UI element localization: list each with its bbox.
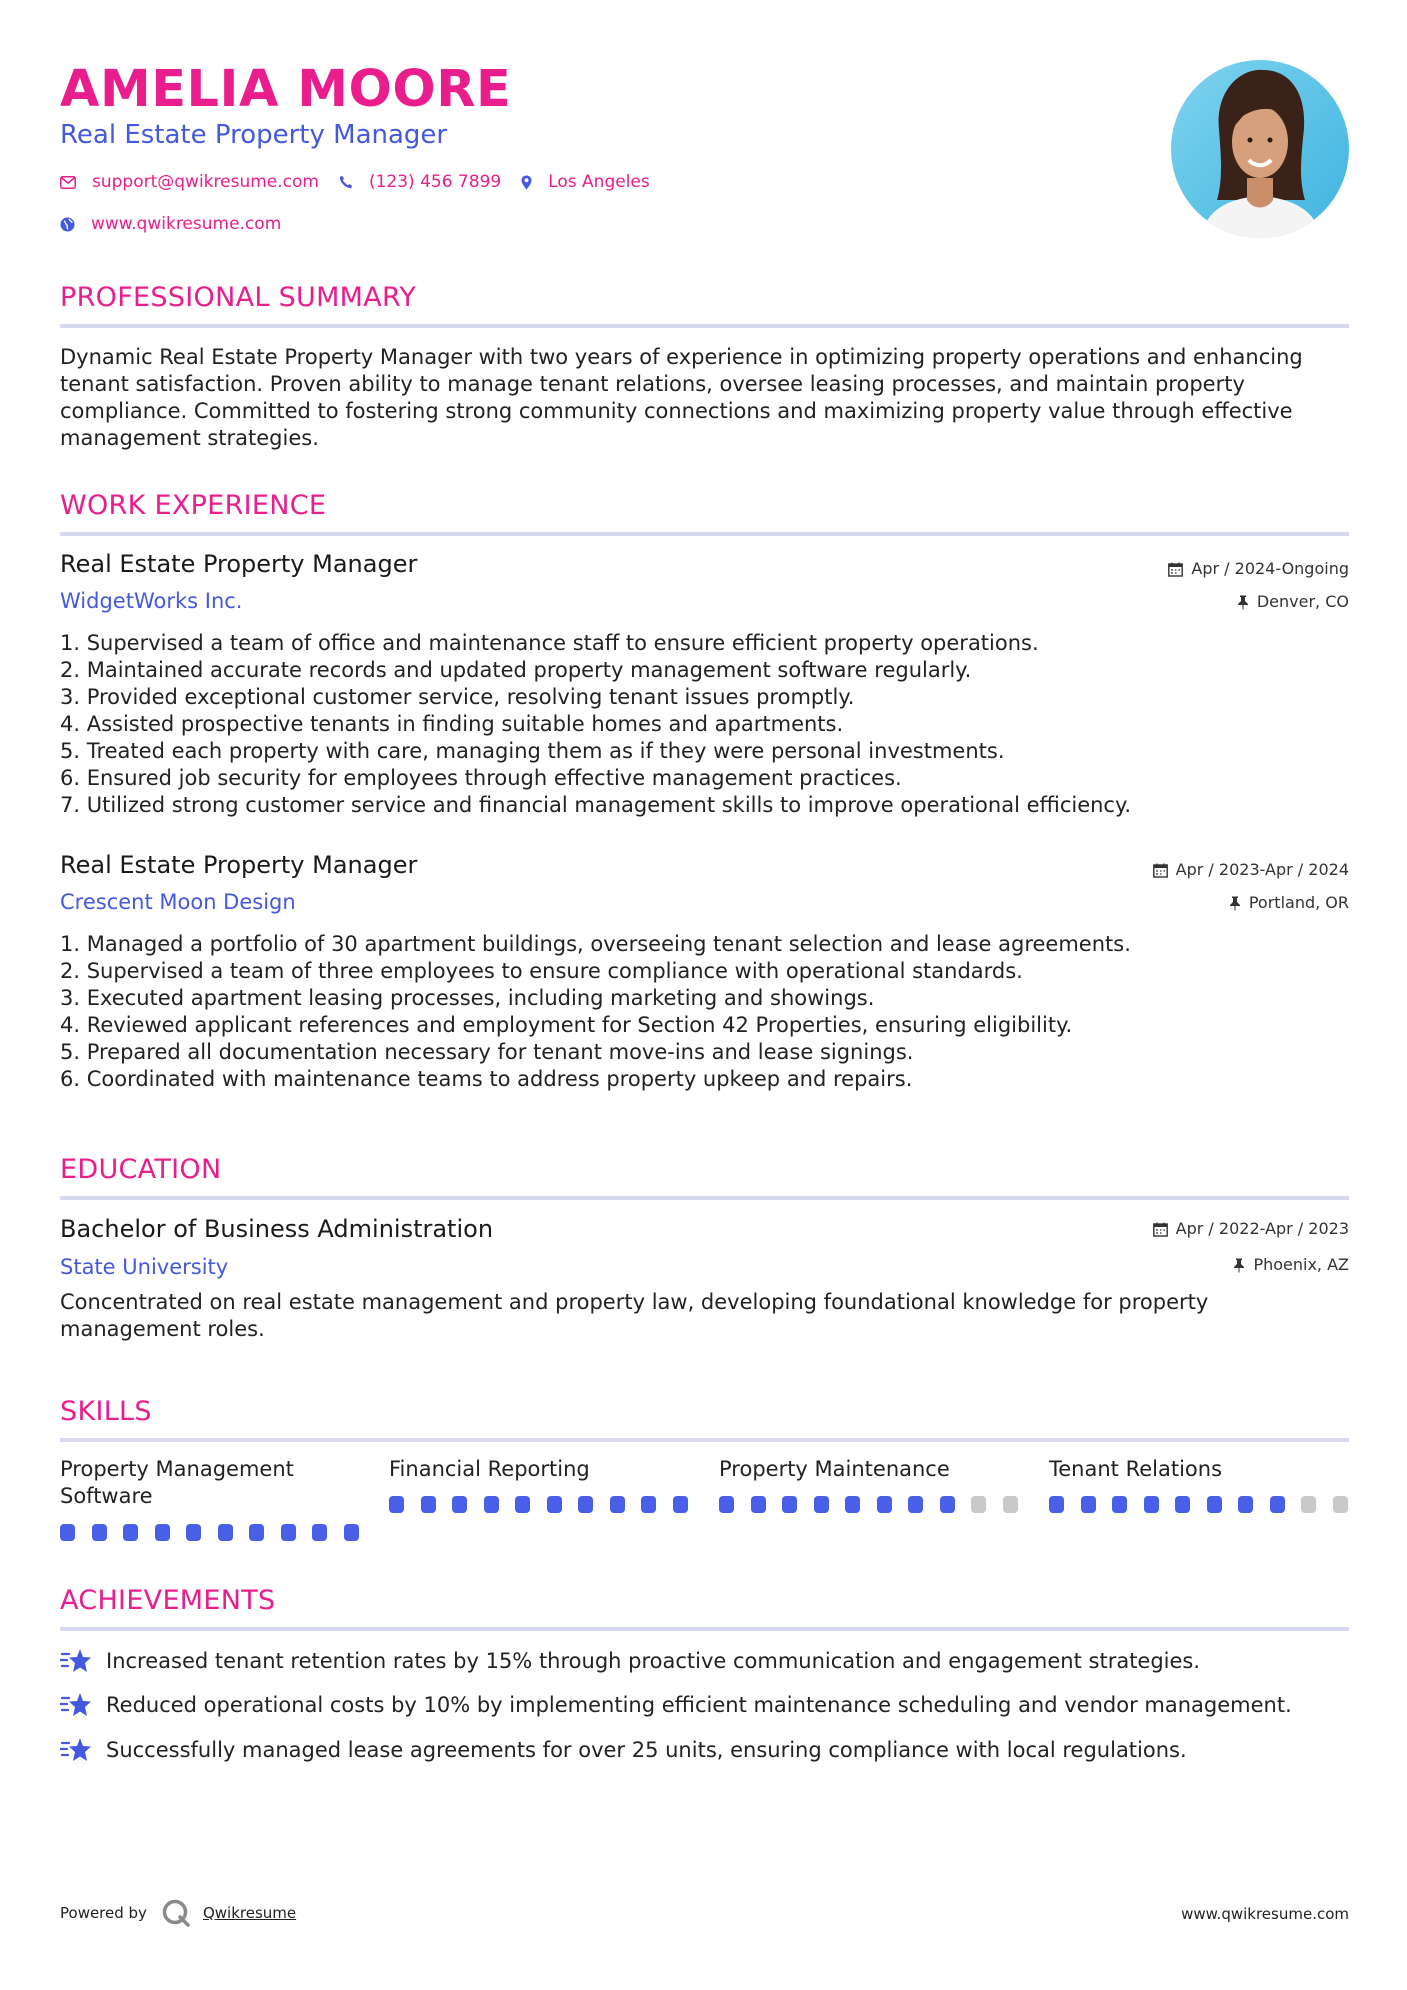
skill-name: Tenant Relations [1049, 1457, 1223, 1481]
candidate-name: AMELIA MOORE [60, 60, 512, 119]
skill-item [389, 1456, 689, 1483]
phone-text: (123) 456 7899 [368, 172, 502, 192]
job-dates [1153, 859, 1349, 881]
skill-dot-filled [389, 1496, 404, 1513]
skill-dot-filled [751, 1496, 766, 1513]
skill-dot-filled [782, 1496, 797, 1513]
qwikresume-logo-icon [161, 1898, 191, 1928]
skill-dot-filled [719, 1496, 734, 1513]
job-location-text: Portland, OR [1248, 893, 1349, 912]
skill-item [1049, 1456, 1349, 1483]
skill-dot-filled [1175, 1496, 1190, 1513]
skill-dot-filled [908, 1496, 923, 1513]
list-item: 3. Provided exceptional customer service, resolving tenant issues promptly. [60, 685, 855, 709]
contact-row-primary [60, 172, 670, 192]
achievements-heading: ACHIEVEMENTS [60, 1583, 1349, 1631]
skill-dot-empty [971, 1496, 986, 1513]
contact-website[interactable] [60, 214, 281, 234]
globe-icon [60, 217, 75, 232]
list-item: 2. Supervised a team of three employees to ensure compliance with operational standards. [60, 959, 1023, 983]
skill-dot-filled [515, 1496, 530, 1513]
skill-dot-filled [877, 1496, 892, 1513]
skill-name: Property Maintenance [719, 1457, 950, 1481]
skill-dot-filled [281, 1524, 296, 1541]
skill-rating [60, 1524, 375, 1541]
skill-dot-filled [186, 1524, 201, 1541]
pushpin-icon [1229, 896, 1241, 911]
job-dates [1168, 558, 1349, 580]
degree-title: Bachelor of Business Administration [60, 1215, 494, 1243]
email-text: support@qwikresume.com [92, 172, 319, 192]
skill-dot-filled [92, 1524, 107, 1541]
profile-photo [1171, 60, 1349, 238]
skill-dot-empty [1301, 1496, 1316, 1513]
summary-text: Dynamic Real Estate Property Manager with two years of experience in optimizing property operations and enhancing tenant satisfaction. Proven ability to manage tenant relations, oversee leasing processes, and maintain property compliance. Committed to fostering strong community connections and maximizing property value through effective management strategies. [60, 345, 1303, 450]
contact-row-secondary [60, 214, 301, 234]
skill-dot-filled [1238, 1496, 1253, 1513]
skill-rating [389, 1496, 704, 1513]
skill-dot-filled [547, 1496, 562, 1513]
skill-dot-filled [421, 1496, 436, 1513]
skill-dot-filled [312, 1524, 327, 1541]
skill-dot-filled [1081, 1496, 1096, 1513]
skill-dot-filled [578, 1496, 593, 1513]
education-description: Concentrated on real estate management and property law, developing foundational knowledge for property management roles. [60, 1290, 1209, 1341]
skill-rating [719, 1496, 1034, 1513]
job-dates-text: Apr / 2023-Apr / 2024 [1175, 860, 1349, 879]
list-item: 6. Coordinated with maintenance teams to address property upkeep and repairs. [60, 1067, 913, 1091]
achievement-text: Reduced operational costs by 10% by implementing efficient maintenance scheduling and vendor management. [106, 1693, 1292, 1717]
education-location-text: Phoenix, AZ [1253, 1255, 1349, 1274]
list-item: 1. Managed a portfolio of 30 apartment buildings, overseeing tenant selection and lease agreements. [60, 932, 1131, 956]
skill-dot-filled [123, 1524, 138, 1541]
list-item: 7. Utilized strong customer service and financial management skills to improve operational efficiency. [60, 793, 1132, 817]
phone-icon [339, 175, 353, 189]
skill-dot-filled [1049, 1496, 1064, 1513]
resume-page [60, 0, 1349, 1990]
pushpin-icon [1237, 595, 1249, 610]
skill-dot-filled [60, 1524, 75, 1541]
school-name: State University [60, 1255, 229, 1279]
skill-dot-filled [641, 1496, 656, 1513]
skill-dot-filled [249, 1524, 264, 1541]
job-title: Real Estate Property Manager [60, 550, 418, 578]
contact-location [521, 172, 650, 192]
star-icon [60, 1692, 92, 1718]
list-item: 3. Executed apartment leasing processes, including marketing and showings. [60, 986, 875, 1010]
job-company: WidgetWorks Inc. [60, 589, 243, 613]
map-pin-icon [521, 175, 532, 190]
footer-powered-by [60, 1898, 296, 1928]
skill-dot-filled [1144, 1496, 1159, 1513]
job-title: Real Estate Property Manager [60, 851, 418, 879]
star-icon [60, 1648, 92, 1674]
skill-dot-filled [814, 1496, 829, 1513]
job-location-text: Denver, CO [1256, 592, 1349, 611]
powered-by-label: Powered by [60, 1904, 147, 1922]
location-text: Los Angeles [548, 172, 650, 192]
list-item: 1. Supervised a team of office and maintenance staff to ensure efficient property operations. [60, 631, 1039, 655]
summary-heading: PROFESSIONAL SUMMARY [60, 280, 1349, 328]
job-bullets [60, 931, 1349, 1093]
skill-dot-filled [1207, 1496, 1222, 1513]
skill-dot-filled [1270, 1496, 1285, 1513]
list-item: 4. Assisted prospective tenants in finding suitable homes and apartments. [60, 712, 844, 736]
calendar-icon [1168, 562, 1183, 577]
skill-dot-filled [452, 1496, 467, 1513]
list-item: 5. Prepared all documentation necessary for tenant move-ins and lease signings. [60, 1040, 914, 1064]
brand-link[interactable]: Qwikresume [202, 1904, 297, 1922]
list-item: 5. Treated each property with care, managing them as if they were personal investments. [60, 739, 1005, 763]
pushpin-icon [1233, 1258, 1245, 1273]
education-heading: EDUCATION [60, 1152, 1349, 1200]
list-item: 6. Ensured job security for employees through effective management practices. [60, 766, 902, 790]
skill-dot-filled [218, 1524, 233, 1541]
achievement-item [60, 1692, 1292, 1718]
website-text: www.qwikresume.com [91, 214, 282, 234]
skill-dot-filled [845, 1496, 860, 1513]
star-icon [60, 1737, 92, 1763]
skill-dot-filled [610, 1496, 625, 1513]
calendar-icon [1153, 1222, 1168, 1237]
skill-item [60, 1456, 360, 1510]
skill-item [719, 1456, 1019, 1483]
skill-dot-filled [344, 1524, 359, 1541]
experience-heading: WORK EXPERIENCE [60, 488, 1349, 536]
skill-name: Financial Reporting [389, 1457, 590, 1481]
skill-rating [1049, 1496, 1364, 1513]
contact-email[interactable] [60, 172, 319, 192]
calendar-icon [1153, 863, 1168, 878]
education-location [1233, 1254, 1349, 1276]
achievement-text: Successfully managed lease agreements for over 25 units, ensuring compliance with local regulations. [106, 1738, 1187, 1762]
skills-heading: SKILLS [60, 1394, 1349, 1442]
achievement-item [60, 1737, 1187, 1763]
job-location [1229, 892, 1349, 914]
job-company: Crescent Moon Design [60, 890, 296, 914]
skill-dot-filled [673, 1496, 688, 1513]
skill-dot-empty [1003, 1496, 1018, 1513]
skill-name: Property Management Software [60, 1457, 294, 1508]
education-dates-text: Apr / 2022-Apr / 2023 [1175, 1219, 1349, 1238]
candidate-role: Real Estate Property Manager [60, 120, 448, 150]
job-location [1237, 591, 1349, 613]
skill-dot-empty [1333, 1496, 1348, 1513]
footer-website[interactable]: www.qwikresume.com [1181, 1905, 1349, 1923]
skill-dot-filled [155, 1524, 170, 1541]
contact-phone[interactable] [339, 172, 501, 192]
education-dates [1153, 1218, 1349, 1240]
list-item: 4. Reviewed applicant references and employment for Section 42 Properties, ensuring eligibility. [60, 1013, 1073, 1037]
skill-dot-filled [484, 1496, 499, 1513]
achievement-item [60, 1648, 1200, 1674]
skill-dot-filled [1112, 1496, 1127, 1513]
list-item: 2. Maintained accurate records and updated property management software regularly. [60, 658, 972, 682]
skill-dot-filled [940, 1496, 955, 1513]
envelope-icon [60, 176, 76, 189]
job-bullets [60, 630, 1349, 819]
job-dates-text: Apr / 2024-Ongoing [1191, 559, 1349, 578]
achievement-text: Increased tenant retention rates by 15% through proactive communication and engagement strategies. [106, 1649, 1201, 1673]
